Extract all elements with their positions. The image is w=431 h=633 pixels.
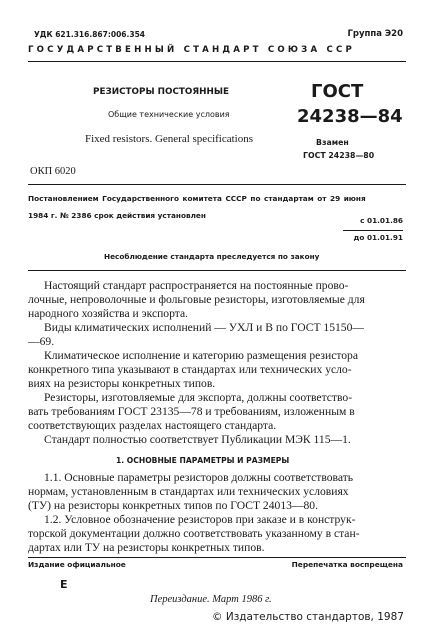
document-subtitle: Общие технические условия (108, 110, 230, 119)
intro-line: народного хозяйства и экспорта. (28, 307, 188, 320)
udk-code: УДК 621.316.867:006.354 (34, 30, 146, 39)
intro-line: Настоящий стандарт распространяется на постоянные прово- (44, 279, 349, 292)
state-standard-title: ГОСУДАРСТВЕННЫЙ СТАНДАРТ СОЮЗА ССР (28, 45, 356, 55)
header-rule (28, 61, 406, 62)
section-line: 1.2. Условное обозначение резисторов при заказе и в конструк- (44, 513, 356, 526)
reprint-prohibited: Перепечатка воспрещена (291, 560, 403, 569)
title-block-rule (28, 184, 406, 185)
section-line: дартах или ТУ на резисторы конкретных типов. (28, 541, 265, 554)
effective-date-underline (343, 230, 403, 231)
section-line: торской документации должно соответствовать указанному в стан- (28, 527, 360, 540)
gost-label: ГОСТ (311, 81, 364, 102)
okp-code: ОКП 6020 (30, 166, 76, 177)
intro-line: Климатическое исполнение и категорию размещения резистора (44, 349, 358, 362)
resolution-line-2: 1984 г. № 2386 срок действия установлен (28, 211, 206, 220)
effective-date-to: до 01.01.91 (353, 233, 403, 242)
resolution-line-1: Постановлением Государственного комитета СССР по стандартам от 29 июня (28, 194, 366, 203)
replaces-label: Взамен (316, 138, 349, 147)
footer-rule (28, 557, 406, 558)
intro-rule (28, 270, 406, 271)
group-code: Группа Э20 (347, 29, 403, 39)
intro-line: —69. (28, 335, 55, 348)
effective-date-from: с 01.01.86 (360, 216, 403, 225)
intro-line: вать требованиям ГОСТ 23135—78 и требованиям, изложенным в (28, 405, 355, 418)
intro-line: Резисторы, изготовляемые для экспорта, должны соответство- (44, 391, 353, 404)
reissue-note: Переиздание. Март 1986 г. (150, 594, 272, 605)
replaces-value: ГОСТ 24238—80 (303, 151, 375, 160)
intro-line: виях на резисторы конкретных типов. (28, 377, 216, 390)
official-edition: Издание официальное (28, 560, 126, 569)
section-line: (ТУ) на резисторы конкретных типов по ГОСТ 24013—80. (28, 499, 319, 512)
document-title: РЕЗИСТОРЫ ПОСТОЯННЫЕ (93, 87, 230, 97)
section-line: нормам, установленным в стандартах или технических условиях (28, 485, 349, 498)
intro-line: Стандарт полностью соответствует Публикации МЭК 115—1. (44, 433, 351, 446)
intro-line: лочные, непроволочные и фольговые резисторы, изготовляемые для (28, 293, 365, 306)
gost-number: 24238—84 (297, 106, 403, 127)
english-title: Fixed resistors. General specifications (85, 133, 254, 145)
section-line: 1.1. Основные параметры резисторов должны соответствовать (44, 471, 354, 484)
law-notice: Несоблюдение стандарта преследуется по закону (104, 252, 320, 261)
intro-line: соответствующих разделах настоящего стандарта. (28, 419, 277, 432)
edition-letter: Е (60, 578, 68, 591)
section-heading: 1. ОСНОВНЫЕ ПАРАМЕТРЫ И РАЗМЕРЫ (116, 456, 290, 465)
copyright: © Издательство стандартов, 1987 (212, 611, 404, 623)
intro-line: Виды климатических исполнений — УХЛ и В по ГОСТ 15150— (44, 321, 364, 334)
intro-line: конкретного типа указывают в стандартах или технических усло- (28, 363, 352, 376)
